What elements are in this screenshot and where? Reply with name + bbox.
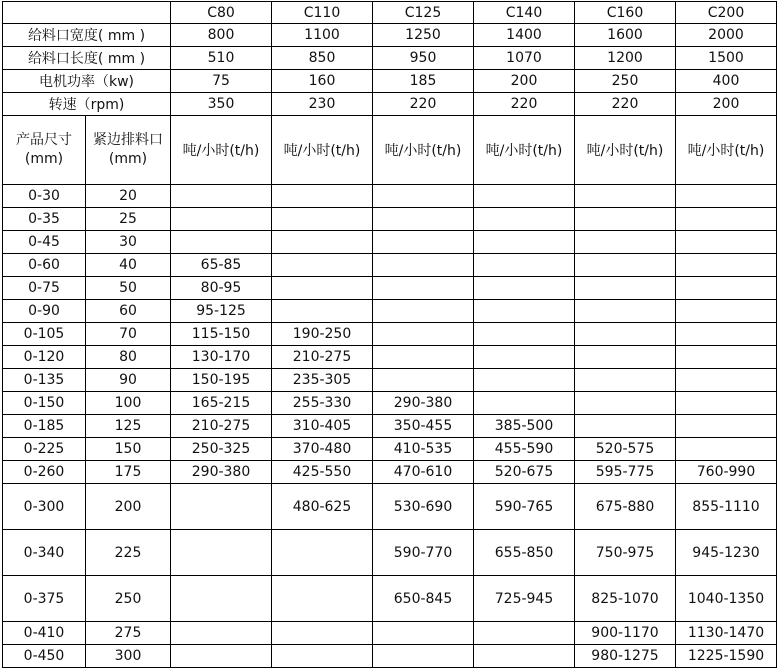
product-size-cell: 0-30	[3, 185, 86, 208]
capacity-cell: 130-170	[171, 346, 272, 369]
capacity-cell	[373, 300, 474, 323]
capacity-cell: 290-380	[171, 461, 272, 484]
capacity-cell: 250-325	[171, 438, 272, 461]
capacity-cell	[575, 208, 676, 231]
product-size-cell: 0-105	[3, 323, 86, 346]
model-header: C80	[171, 2, 272, 24]
capacity-cell	[474, 254, 575, 277]
capacity-cell	[575, 254, 676, 277]
capacity-unit-header: 吨/小时(t/h)	[676, 116, 777, 185]
capacity-row	[3, 392, 777, 415]
capacity-cell	[373, 622, 474, 645]
spec-value: 200	[474, 70, 575, 93]
capacity-unit-header: 吨/小时(t/h)	[575, 116, 676, 185]
capacity-cell: 650-845	[373, 576, 474, 622]
spec-value: 510	[171, 47, 272, 70]
capacity-cell: 590-770	[373, 530, 474, 576]
spec-label: 转速（rpm)	[3, 93, 171, 116]
css-cell: 25	[86, 208, 171, 231]
capacity-cell	[171, 645, 272, 668]
capacity-cell	[575, 346, 676, 369]
spec-value: 1100	[272, 24, 373, 47]
capacity-cell	[373, 208, 474, 231]
product-size-cell: 0-340	[3, 530, 86, 576]
spec-value: 1600	[575, 24, 676, 47]
product-size-header-line1: 产品尺寸	[16, 132, 72, 149]
capacity-cell: 980-1275	[575, 645, 676, 668]
spec-value: 850	[272, 47, 373, 70]
capacity-cell	[676, 231, 777, 254]
capacity-cell: 385-500	[474, 415, 575, 438]
model-header: C140	[474, 2, 575, 24]
spec-value: 200	[676, 93, 777, 116]
capacity-cell: 1130-1470	[676, 622, 777, 645]
spec-value: 350	[171, 93, 272, 116]
product-size-cell: 0-260	[3, 461, 86, 484]
capacity-unit-header: 吨/小时(t/h)	[373, 116, 474, 185]
capacity-row	[3, 461, 777, 484]
capacity-cell: 190-250	[272, 323, 373, 346]
capacity-cell	[676, 185, 777, 208]
capacity-row	[3, 438, 777, 461]
capacity-cell: 470-610	[373, 461, 474, 484]
capacity-cell: 290-380	[373, 392, 474, 415]
model-header: C200	[676, 2, 777, 24]
capacity-cell: 425-550	[272, 461, 373, 484]
capacity-cell	[171, 576, 272, 622]
capacity-header-row	[3, 116, 777, 185]
capacity-cell: 95-125	[171, 300, 272, 323]
capacity-cell	[474, 208, 575, 231]
capacity-cell: 595-775	[575, 461, 676, 484]
capacity-row	[3, 254, 777, 277]
css-cell: 250	[86, 576, 171, 622]
css-cell: 150	[86, 438, 171, 461]
capacity-row	[3, 277, 777, 300]
capacity-unit-header: 吨/小时(t/h)	[474, 116, 575, 185]
css-cell: 100	[86, 392, 171, 415]
spec-value: 250	[575, 70, 676, 93]
capacity-cell: 235-305	[272, 369, 373, 392]
capacity-cell	[676, 277, 777, 300]
capacity-cell: 530-690	[373, 484, 474, 530]
capacity-cell	[272, 231, 373, 254]
css-header-line1: 紧边排料口	[93, 132, 163, 149]
capacity-cell	[272, 576, 373, 622]
capacity-cell: 825-1070	[575, 576, 676, 622]
capacity-unit-header: 吨/小时(t/h)	[171, 116, 272, 185]
spec-value: 160	[272, 70, 373, 93]
capacity-row	[3, 645, 777, 668]
capacity-cell	[373, 277, 474, 300]
capacity-cell: 80-95	[171, 277, 272, 300]
capacity-cell	[474, 369, 575, 392]
capacity-cell: 750-975	[575, 530, 676, 576]
capacity-cell	[676, 438, 777, 461]
product-size-cell: 0-75	[3, 277, 86, 300]
capacity-cell	[171, 185, 272, 208]
capacity-cell: 655-850	[474, 530, 575, 576]
product-size-cell: 0-185	[3, 415, 86, 438]
model-header: C125	[373, 2, 474, 24]
capacity-row	[3, 369, 777, 392]
model-header-row	[3, 2, 777, 24]
capacity-cell	[272, 622, 373, 645]
capacity-cell	[272, 254, 373, 277]
spec-value: 800	[171, 24, 272, 47]
capacity-cell	[575, 369, 676, 392]
capacity-cell: 370-480	[272, 438, 373, 461]
capacity-row	[3, 415, 777, 438]
product-size-cell: 0-60	[3, 254, 86, 277]
capacity-cell	[575, 300, 676, 323]
css-cell: 80	[86, 346, 171, 369]
capacity-cell	[171, 484, 272, 530]
capacity-cell	[474, 645, 575, 668]
product-size-header	[3, 116, 86, 185]
capacity-cell: 855-1110	[676, 484, 777, 530]
capacity-cell: 350-455	[373, 415, 474, 438]
capacity-cell: 115-150	[171, 323, 272, 346]
css-cell: 275	[86, 622, 171, 645]
spec-row	[3, 24, 777, 47]
capacity-body	[3, 185, 777, 668]
product-size-cell: 0-135	[3, 369, 86, 392]
capacity-cell: 210-275	[272, 346, 373, 369]
css-cell: 50	[86, 277, 171, 300]
capacity-cell: 945-1230	[676, 530, 777, 576]
spec-row	[3, 70, 777, 93]
capacity-cell	[171, 231, 272, 254]
spec-label: 电机功率（kw)	[3, 70, 171, 93]
capacity-cell: 520-575	[575, 438, 676, 461]
capacity-row	[3, 231, 777, 254]
capacity-cell	[171, 530, 272, 576]
capacity-cell	[575, 231, 676, 254]
capacity-cell: 725-945	[474, 576, 575, 622]
css-cell: 20	[86, 185, 171, 208]
css-cell: 225	[86, 530, 171, 576]
product-size-cell: 0-45	[3, 231, 86, 254]
capacity-row	[3, 346, 777, 369]
capacity-cell	[373, 346, 474, 369]
spec-value: 1070	[474, 47, 575, 70]
css-cell: 70	[86, 323, 171, 346]
capacity-row	[3, 300, 777, 323]
capacity-cell	[272, 530, 373, 576]
product-size-cell: 0-375	[3, 576, 86, 622]
spec-label: 给料口宽度( mm )	[3, 24, 171, 47]
css-header-line2: (mm)	[108, 151, 148, 167]
css-cell: 60	[86, 300, 171, 323]
capacity-row	[3, 323, 777, 346]
capacity-cell	[171, 622, 272, 645]
capacity-row	[3, 530, 777, 576]
capacity-cell	[373, 185, 474, 208]
capacity-cell	[272, 185, 373, 208]
product-size-cell: 0-300	[3, 484, 86, 530]
css-cell: 300	[86, 645, 171, 668]
capacity-cell: 1040-1350	[676, 576, 777, 622]
capacity-cell	[373, 645, 474, 668]
capacity-cell	[575, 185, 676, 208]
product-size-cell: 0-120	[3, 346, 86, 369]
capacity-cell	[373, 254, 474, 277]
css-cell: 200	[86, 484, 171, 530]
spec-row	[3, 47, 777, 70]
spec-value: 400	[676, 70, 777, 93]
capacity-cell	[575, 277, 676, 300]
capacity-cell	[676, 208, 777, 231]
css-cell: 125	[86, 415, 171, 438]
capacity-cell	[373, 231, 474, 254]
spec-value: 220	[575, 93, 676, 116]
product-size-cell: 0-225	[3, 438, 86, 461]
spec-value: 950	[373, 47, 474, 70]
capacity-cell: 165-215	[171, 392, 272, 415]
capacity-cell	[676, 415, 777, 438]
capacity-cell	[676, 254, 777, 277]
capacity-row	[3, 576, 777, 622]
capacity-cell: 210-275	[171, 415, 272, 438]
css-cell: 90	[86, 369, 171, 392]
capacity-cell: 455-590	[474, 438, 575, 461]
spec-value: 1400	[474, 24, 575, 47]
capacity-cell: 65-85	[171, 254, 272, 277]
capacity-cell: 520-675	[474, 461, 575, 484]
spec-value: 1250	[373, 24, 474, 47]
capacity-cell: 310-405	[272, 415, 373, 438]
css-cell: 30	[86, 231, 171, 254]
capacity-cell	[474, 277, 575, 300]
capacity-cell	[676, 323, 777, 346]
css-header	[86, 116, 171, 185]
spec-label: 给料口长度( mm )	[3, 47, 171, 70]
crusher-spec-table	[2, 1, 777, 668]
model-header: C110	[272, 2, 373, 24]
capacity-cell	[575, 415, 676, 438]
spec-row	[3, 93, 777, 116]
spec-value: 2000	[676, 24, 777, 47]
capacity-cell	[272, 208, 373, 231]
capacity-cell	[676, 369, 777, 392]
capacity-row	[3, 208, 777, 231]
capacity-cell: 590-765	[474, 484, 575, 530]
capacity-cell	[676, 300, 777, 323]
capacity-cell	[373, 369, 474, 392]
capacity-cell	[676, 392, 777, 415]
capacity-cell: 1225-1590	[676, 645, 777, 668]
spec-value: 220	[474, 93, 575, 116]
spec-value: 230	[272, 93, 373, 116]
capacity-cell	[474, 231, 575, 254]
spec-value: 1500	[676, 47, 777, 70]
corner-cell	[3, 2, 171, 24]
capacity-cell: 675-880	[575, 484, 676, 530]
capacity-row	[3, 484, 777, 530]
capacity-cell: 150-195	[171, 369, 272, 392]
css-cell: 175	[86, 461, 171, 484]
capacity-cell	[474, 185, 575, 208]
capacity-cell	[373, 323, 474, 346]
css-cell: 40	[86, 254, 171, 277]
product-size-header-line2: (mm)	[24, 151, 64, 167]
capacity-cell	[272, 300, 373, 323]
spec-value: 1200	[575, 47, 676, 70]
spec-value: 185	[373, 70, 474, 93]
model-header: C160	[575, 2, 676, 24]
capacity-cell	[575, 323, 676, 346]
capacity-cell: 760-990	[676, 461, 777, 484]
spec-value: 220	[373, 93, 474, 116]
capacity-cell	[272, 645, 373, 668]
capacity-cell	[575, 392, 676, 415]
capacity-cell	[474, 346, 575, 369]
capacity-row	[3, 622, 777, 645]
capacity-unit-header: 吨/小时(t/h)	[272, 116, 373, 185]
capacity-cell: 900-1170	[575, 622, 676, 645]
capacity-row	[3, 185, 777, 208]
capacity-cell	[171, 208, 272, 231]
product-size-cell: 0-150	[3, 392, 86, 415]
product-size-cell: 0-410	[3, 622, 86, 645]
capacity-cell: 410-535	[373, 438, 474, 461]
product-size-cell: 0-90	[3, 300, 86, 323]
product-size-cell: 0-450	[3, 645, 86, 668]
capacity-cell: 255-330	[272, 392, 373, 415]
capacity-cell	[676, 346, 777, 369]
capacity-cell	[474, 392, 575, 415]
capacity-cell	[474, 323, 575, 346]
capacity-cell	[474, 622, 575, 645]
product-size-cell: 0-35	[3, 208, 86, 231]
spec-value: 75	[171, 70, 272, 93]
capacity-cell: 480-625	[272, 484, 373, 530]
capacity-cell	[474, 300, 575, 323]
capacity-cell	[272, 277, 373, 300]
